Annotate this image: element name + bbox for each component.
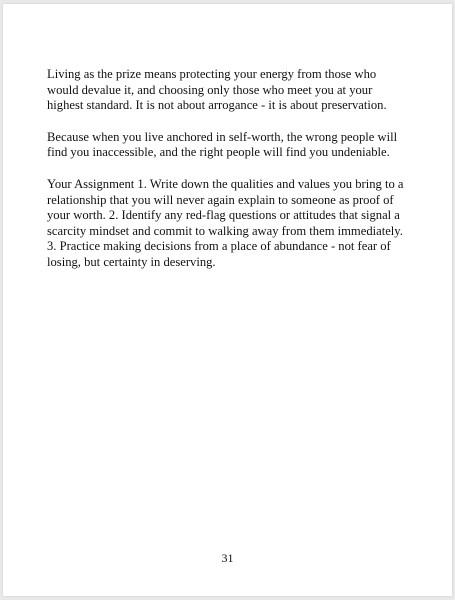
paragraph-prize: Living as the prize means protecting your energy from those who would devalue it, and choosing only those who meet you at your highest standard. It is not about arrogance - it is about preservation. [47,67,387,113]
page-number: 31 [221,551,234,565]
paragraph-assignment: Your Assignment 1. Write down the qualities and values you bring to a relationship that you will never again explain to someone as proof of your worth. 2. Identify any red-flag questions or attitudes that signal a scarcity mindset and commit to walking away from them immediately. 3. Practice making decisions from a place of abundance - not fear of losing, but certainty in deserving. [47,176,404,269]
page-body [47,67,410,287]
document-page [3,4,452,596]
paragraph-self-worth: Because when you live anchored in self-worth, the wrong people will find you inaccessible, and the right people will find you undeniable. [47,129,398,160]
